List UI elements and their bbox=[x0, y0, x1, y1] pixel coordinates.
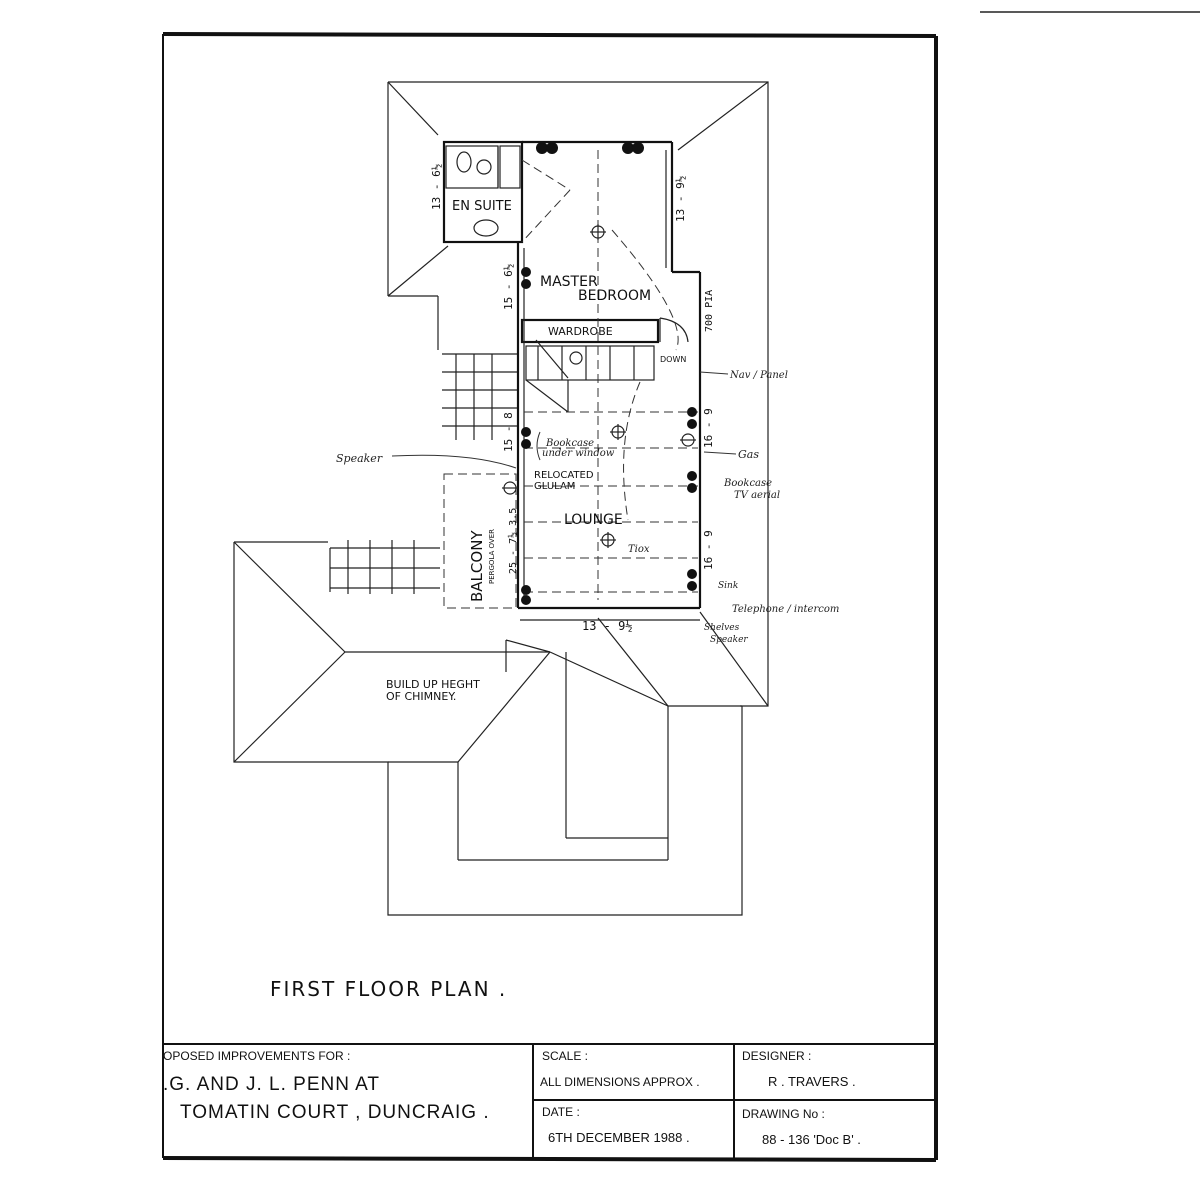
annotation-sink: Sink bbox=[718, 581, 739, 591]
date-value: 6TH DECEMBER 1988 . bbox=[548, 1130, 690, 1145]
ensuite-fixtures bbox=[446, 146, 570, 242]
door-swing bbox=[660, 318, 688, 342]
annotation-speaker-left: Speaker bbox=[336, 452, 383, 465]
deck-railing-lower bbox=[330, 540, 440, 594]
annotation-nav-panel: Nav / Panel bbox=[730, 370, 788, 381]
relocated-label-1: RELOCATED bbox=[534, 470, 594, 481]
designer-label: DESIGNER : bbox=[742, 1049, 812, 1063]
date-label: DATE : bbox=[542, 1105, 580, 1119]
dimension-bedroom-left: 15 - 6½ bbox=[502, 263, 515, 310]
drawing-no-value: 88 - 136 'Doc B' . bbox=[762, 1132, 861, 1147]
balcony-sub-label: PERGOLA OVER bbox=[488, 529, 496, 584]
annotation-bookcase-window-2: under window bbox=[542, 448, 615, 459]
designer-value: R . TRAVERS . bbox=[768, 1074, 856, 1089]
annotation-bookcase-window-1: Bookcase bbox=[546, 438, 595, 449]
stairs bbox=[526, 340, 654, 412]
dimension-bedroom-right: 13 - 9½ bbox=[674, 175, 687, 222]
lounge-label: LOUNGE bbox=[564, 512, 623, 528]
proposed-label: OPOSED IMPROVEMENTS FOR : bbox=[163, 1049, 351, 1063]
annotation-telephone: Telephone / intercom bbox=[732, 604, 840, 615]
chimney-note-2: OF CHIMNEY. bbox=[386, 690, 457, 703]
annotation-shelves: Shelves bbox=[704, 623, 740, 633]
address-line: TOMATIN COURT , DUNCRAIG . bbox=[180, 1102, 490, 1123]
master-bedroom-label-2: BEDROOM bbox=[578, 288, 652, 304]
scale-label: SCALE : bbox=[542, 1049, 589, 1063]
relocated-label-2: GLULAM bbox=[534, 481, 576, 492]
drawing-no-label: DRAWING No : bbox=[742, 1107, 825, 1121]
curtain-icons bbox=[521, 142, 697, 605]
balcony-label: BALCONY bbox=[468, 530, 486, 602]
ensuite-label: EN SUITE bbox=[452, 199, 512, 214]
plan-title: FIRST FLOOR PLAN . bbox=[270, 977, 508, 1001]
scale-value: ALL DIMENSIONS APPROX . bbox=[540, 1075, 700, 1089]
dimension-pia: 700 PIA bbox=[704, 289, 715, 332]
dimension-lounge-right-1: 16 - 9 bbox=[702, 408, 715, 448]
lower-roof bbox=[234, 542, 742, 915]
wardrobe-label: WARDROBE bbox=[548, 325, 613, 338]
handwritten-annotations bbox=[336, 370, 839, 645]
chimney-note-1: BUILD UP HEGHT bbox=[386, 678, 480, 691]
annotation-tiox: Tiox bbox=[628, 544, 650, 555]
client-line: .G. AND J. L. PENN AT bbox=[163, 1074, 381, 1095]
stairs-down-label: DOWN bbox=[660, 355, 687, 364]
annotation-speaker-right: Speaker bbox=[710, 635, 748, 645]
annotation-gas: Gas bbox=[738, 448, 759, 461]
dimension-balcony: 25 - 7½ 3.5 bbox=[508, 507, 519, 574]
dimension-lounge-left: 15 - 8 bbox=[502, 412, 515, 452]
master-bedroom-label-1: MASTER bbox=[540, 274, 598, 290]
dimension-ensuite: 13 - 6½ bbox=[430, 163, 443, 210]
dimension-lounge-right-2: 16 - 9 bbox=[702, 530, 715, 570]
dimension-lounge-bottom: 13 - 9½ bbox=[582, 619, 633, 633]
annotation-bookcase-tv-2: TV aerial bbox=[734, 490, 781, 501]
ceiling-light-icons bbox=[502, 224, 696, 548]
annotation-bookcase-tv-1: Bookcase bbox=[724, 478, 773, 489]
